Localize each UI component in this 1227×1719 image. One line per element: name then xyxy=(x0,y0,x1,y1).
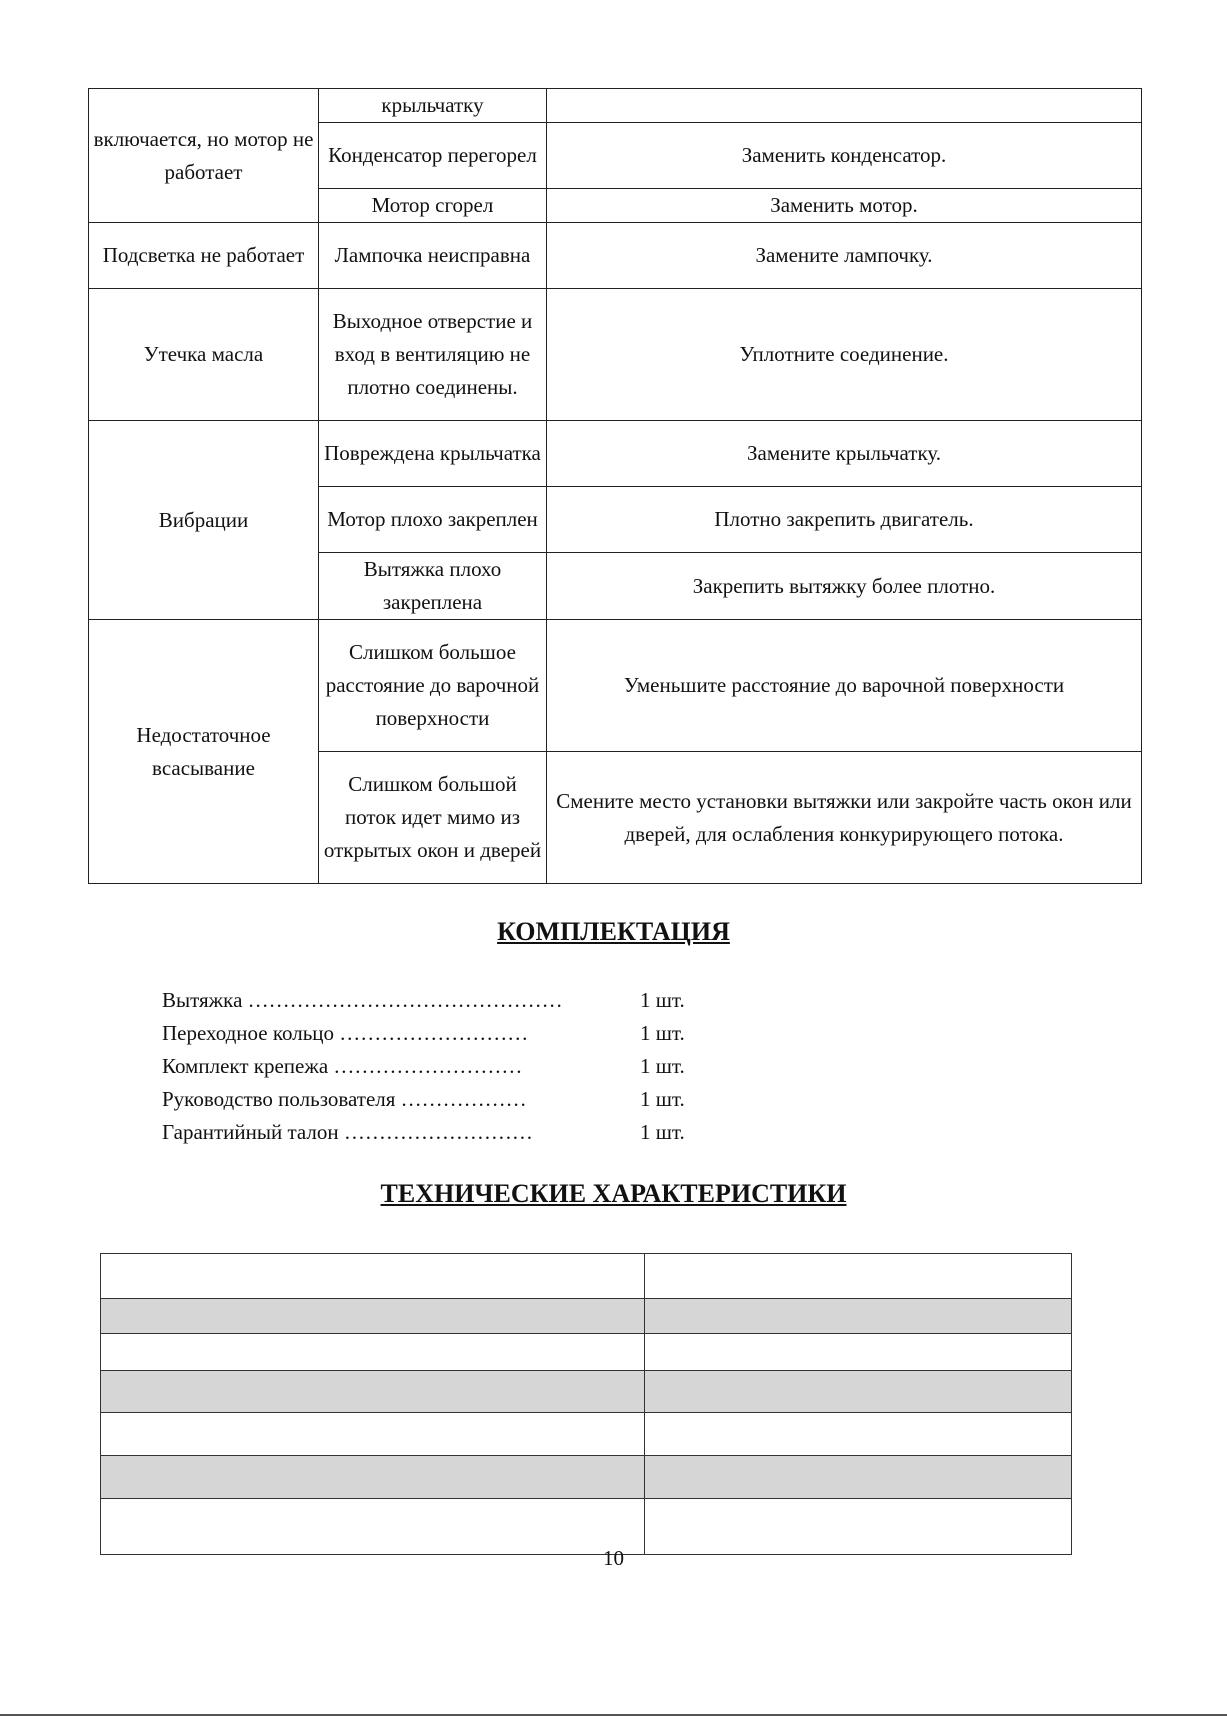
table-row xyxy=(101,1334,1072,1371)
table-row xyxy=(89,289,1142,421)
cause-cell: Мотор плохо закреплен xyxy=(319,487,547,553)
kit-item-qty: 1 шт. xyxy=(640,1021,685,1045)
table-row xyxy=(101,1254,1072,1299)
spec-value-cell xyxy=(645,1456,1072,1499)
solution-cell: Плотно закрепить двигатель. xyxy=(547,487,1142,553)
spec-value-cell xyxy=(645,1254,1072,1299)
cause-cell: Повреждена крыльчатка xyxy=(319,421,547,487)
troubleshooting-table xyxy=(88,88,1142,884)
kit-item-label: Гарантийный талон ……………………… xyxy=(162,1120,533,1144)
table-row xyxy=(101,1299,1072,1334)
solution-cell: Закрепить вытяжку более плотно. xyxy=(547,553,1142,620)
kit-item-qty: 1 шт. xyxy=(640,1087,685,1111)
problem-cell: Утечка масла xyxy=(89,289,319,421)
cause-cell: Лампочка неисправна xyxy=(319,223,547,289)
kit-item-qty: 1 шт. xyxy=(640,1054,685,1078)
spec-value-cell xyxy=(645,1413,1072,1456)
spec-param-cell xyxy=(101,1299,645,1334)
cause-cell: крыльчатку xyxy=(319,89,547,123)
cause-cell: Слишком большой поток идет мимо из открытых окон и дверей xyxy=(319,752,547,884)
kit-item-label: Руководство пользователя ……………… xyxy=(162,1087,527,1111)
kit-item-label: Переходное кольцо ……………………… xyxy=(162,1021,529,1045)
cause-cell: Конденсатор перегорел xyxy=(319,123,547,189)
table-row xyxy=(101,1413,1072,1456)
table-row xyxy=(101,1456,1072,1499)
cause-cell: Слишком большое расстояние до варочной поверхности xyxy=(319,620,547,752)
solution-cell: Замените лампочку. xyxy=(547,223,1142,289)
specs-table xyxy=(100,1253,1072,1555)
kit-item-qty: 1 шт. xyxy=(640,1120,685,1144)
spec-param-cell xyxy=(101,1456,645,1499)
kit-item-label: Комплект крепежа ……………………… xyxy=(162,1054,523,1078)
kit-heading: КОМПЛЕКТАЦИЯ xyxy=(497,917,730,946)
problem-cell: Вибрации xyxy=(89,421,319,620)
table-row xyxy=(89,620,1142,752)
table-row xyxy=(89,223,1142,289)
spec-value-cell xyxy=(645,1371,1072,1413)
spec-param-cell xyxy=(101,1371,645,1413)
solution-cell: Заменить мотор. xyxy=(547,189,1142,223)
table-row xyxy=(89,421,1142,487)
problem-cell: Недостаточное всасывание xyxy=(89,620,319,884)
spec-param-cell xyxy=(101,1413,645,1456)
spec-param-cell xyxy=(101,1254,645,1299)
solution-cell: Смените место установки вытяжки или закройте часть окон или дверей, для ослабления конкурирующего потока. xyxy=(547,752,1142,884)
kit-item-label: Вытяжка ……………………………………… xyxy=(162,988,563,1012)
cause-cell: Вытяжка плохо закреплена xyxy=(319,553,547,620)
footer-rule xyxy=(0,1714,1227,1716)
solution-cell: Уменьшите расстояние до варочной поверхности xyxy=(547,620,1142,752)
solution-cell xyxy=(547,89,1142,123)
table-row xyxy=(89,89,1142,123)
spec-value-cell xyxy=(645,1299,1072,1334)
page-number: 10 xyxy=(603,1546,624,1570)
spec-param-cell xyxy=(101,1334,645,1371)
specs-heading: ТЕХНИЧЕСКИЕ ХАРАКТЕРИСТИКИ xyxy=(380,1179,847,1208)
cause-cell: Выходное отверстие и вход в вентиляцию не плотно соединены. xyxy=(319,289,547,421)
problem-cell: Подсветка не работает xyxy=(89,223,319,289)
solution-cell: Заменить конденсатор. xyxy=(547,123,1142,189)
solution-cell: Уплотните соединение. xyxy=(547,289,1142,421)
table-row xyxy=(101,1371,1072,1413)
spec-value-cell xyxy=(645,1334,1072,1371)
cause-cell: Мотор сгорел xyxy=(319,189,547,223)
problem-cell: включается, но мотор не работает xyxy=(89,89,319,223)
solution-cell: Замените крыльчатку. xyxy=(547,421,1142,487)
kit-item-qty: 1 шт. xyxy=(640,988,685,1012)
